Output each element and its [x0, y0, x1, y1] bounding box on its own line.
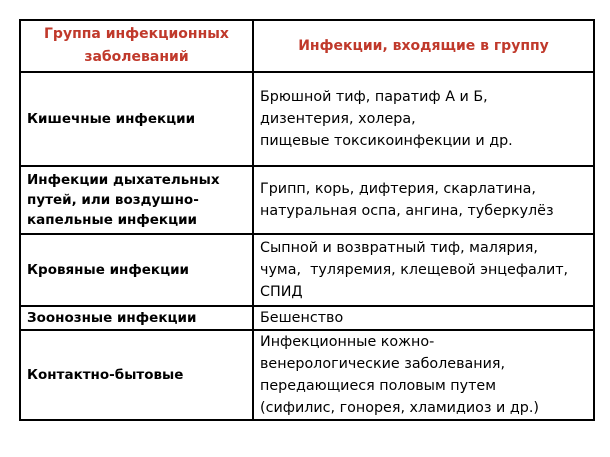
infections-line: Сыпной и возвратный тиф, малярия, [260, 240, 538, 256]
group-cell [20, 306, 253, 330]
infections-line: натуральная оспа, ангина, туберкулёз [260, 203, 554, 219]
group-line: Инфекции дыхательных [27, 172, 220, 188]
infections-line: Бешенство [260, 310, 344, 326]
header-group-line: заболеваний [84, 49, 189, 65]
infections-cell [253, 72, 594, 166]
table-row [20, 72, 594, 166]
table-row [20, 166, 594, 234]
infections-cell [253, 166, 594, 234]
table-row [20, 234, 594, 306]
infection-groups-table [19, 19, 595, 421]
table-row [20, 330, 594, 420]
infections-cell [253, 306, 594, 330]
group-line: Контактно-бытовые [27, 367, 184, 383]
group-line: Зоонозные инфекции [27, 310, 197, 326]
group-line: путей, или воздушно- [27, 192, 199, 208]
header-infections-cell [253, 20, 594, 72]
header-infections-label: Инфекции, входящие в группу [298, 37, 549, 54]
infections-line: передающиеся половым путем [260, 378, 496, 394]
infections-cell [253, 234, 594, 306]
infections-line: пищевые токсикоинфекции и др. [260, 133, 513, 149]
table-row [20, 306, 594, 330]
infections-line: Брюшной тиф, паратиф А и Б, [260, 89, 488, 105]
group-line: Кровяные инфекции [27, 262, 189, 278]
infections-line: Грипп, корь, дифтерия, скарлатина, [260, 181, 536, 197]
table-header-row [20, 20, 594, 72]
group-line: капельные инфекции [27, 212, 197, 228]
infections-cell [253, 330, 594, 420]
group-cell [20, 330, 253, 420]
infections-line: венерологические заболевания, [260, 356, 506, 372]
infections-line: Инфекционные кожно- [260, 334, 435, 350]
group-line: Кишечные инфекции [27, 111, 196, 127]
group-cell [20, 72, 253, 166]
header-group-cell [20, 20, 253, 72]
header-group-line: Группа инфекционных [44, 26, 229, 42]
group-cell [20, 234, 253, 306]
infections-line: СПИД [260, 284, 303, 300]
group-cell [20, 166, 253, 234]
infections-line: дизентерия, холера, [260, 111, 416, 127]
infections-line: (сифилис, гонорея, хламидиоз и др.) [260, 400, 539, 416]
infections-line: чума, туляремия, клещевой энцефалит, [260, 262, 569, 278]
